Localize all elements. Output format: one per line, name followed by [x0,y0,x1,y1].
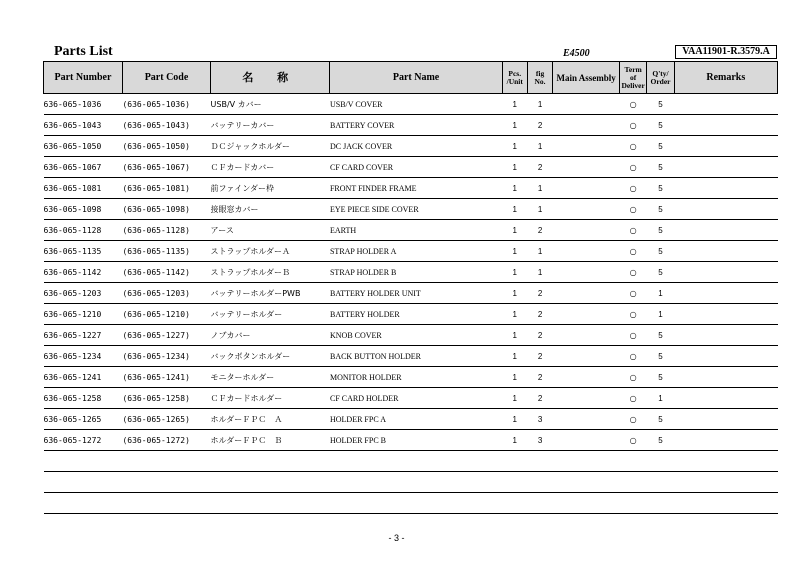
cell-name-jp [211,472,330,493]
cell-main-assembly [553,493,620,514]
cell-qty-order: 5 [647,262,674,283]
cell-remarks [674,304,777,325]
cell-term-of-deliver: ○ [620,325,647,346]
cell-part-number [44,472,123,493]
cell-pcs-unit: 1 [502,304,527,325]
cell-part-code: (636-065-1272) [122,430,210,451]
cell-part-name: DC JACK COVER [330,136,502,157]
cell-part-number: 636-065-1227 [44,325,123,346]
col-term-line3: Deliver [621,80,645,90]
table-row [44,199,778,220]
cell-remarks [674,241,777,262]
cell-term-of-deliver: ○ [620,304,647,325]
cell-pcs-unit: 1 [502,262,527,283]
cell-name-jp: ＣＦカードホルダー [211,388,330,409]
table-header [44,62,778,94]
cell-fig-no: 2 [527,325,552,346]
table-row [44,430,778,451]
cell-qty-order: 1 [647,304,674,325]
cell-qty-order: 5 [647,430,674,451]
cell-fig-no: 3 [527,430,552,451]
cell-main-assembly [553,304,620,325]
cell-part-number: 636-065-1234 [44,346,123,367]
cell-fig-no: 2 [527,346,552,367]
table-row-blank [44,493,778,514]
col-pcs-unit-line1: Pcs. [508,68,522,78]
cell-part-name: BATTERY COVER [330,115,502,136]
page-number: - 3 - [388,533,405,543]
cell-fig-no: 2 [527,388,552,409]
cell-pcs-unit: 1 [502,178,527,199]
cell-qty-order: 5 [647,346,674,367]
cell-main-assembly [553,472,620,493]
cell-part-code: (636-065-1081) [122,178,210,199]
cell-part-name: BATTERY HOLDER [330,304,502,325]
cell-part-number: 636-065-1135 [44,241,123,262]
cell-fig-no: 1 [527,178,552,199]
cell-pcs-unit: 1 [502,346,527,367]
cell-name-jp: ストラップホルダーＢ [211,262,330,283]
cell-main-assembly [553,346,620,367]
cell-term-of-deliver [620,451,647,472]
cell-term-of-deliver: ○ [620,178,647,199]
cell-main-assembly [553,136,620,157]
col-term-line1: Term [624,64,642,74]
cell-part-name: BATTERY HOLDER UNIT [330,283,502,304]
cell-name-jp: バックボタンホルダー [211,346,330,367]
cell-part-name: HOLDER FPC A [330,409,502,430]
cell-name-jp: 接眼窓カバー [211,199,330,220]
cell-term-of-deliver: ○ [620,346,647,367]
cell-name-jp: モニターホルダー [211,367,330,388]
cell-part-name: USB/V COVER [330,94,502,115]
cell-remarks [674,430,777,451]
cell-term-of-deliver: ○ [620,220,647,241]
cell-part-code: (636-065-1227) [122,325,210,346]
cell-name-jp: ホルダーＦＰＣ Ａ [211,409,330,430]
cell-pcs-unit: 1 [502,283,527,304]
cell-fig-no: 2 [527,283,552,304]
table-row [44,304,778,325]
cell-remarks [674,283,777,304]
cell-qty-order: 1 [647,283,674,304]
cell-part-name [330,493,502,514]
cell-fig-no [527,451,552,472]
cell-qty-order: 5 [647,94,674,115]
cell-remarks [674,262,777,283]
col-term-of-deliver [620,62,647,94]
col-fig-no [527,62,552,94]
cell-pcs-unit: 1 [502,136,527,157]
cell-qty-order [647,493,674,514]
cell-part-name: BACK BUTTON HOLDER [330,346,502,367]
cell-main-assembly [553,388,620,409]
cell-remarks [674,157,777,178]
cell-main-assembly [553,325,620,346]
cell-part-code: (636-065-1203) [122,283,210,304]
cell-part-number: 636-065-1036 [44,94,123,115]
cell-pcs-unit: 1 [502,199,527,220]
cell-part-code: (636-065-1210) [122,304,210,325]
cell-term-of-deliver: ○ [620,157,647,178]
cell-part-name: STRAP HOLDER A [330,241,502,262]
cell-fig-no [527,493,552,514]
cell-main-assembly [553,94,620,115]
table-row [44,367,778,388]
cell-fig-no: 1 [527,94,552,115]
cell-remarks [674,367,777,388]
cell-name-jp: バッテリーホルダー [211,304,330,325]
cell-part-number: 636-065-1241 [44,367,123,388]
cell-fig-no: 2 [527,367,552,388]
cell-remarks [674,178,777,199]
cell-part-code: (636-065-1036) [122,94,210,115]
cell-qty-order: 5 [647,367,674,388]
table-row [44,94,778,115]
cell-main-assembly [553,157,620,178]
table-row [44,178,778,199]
cell-remarks [674,136,777,157]
cell-term-of-deliver: ○ [620,241,647,262]
cell-main-assembly [553,430,620,451]
cell-part-name: KNOB COVER [330,325,502,346]
cell-part-code [122,472,210,493]
col-qty-line2: Order [650,76,671,86]
table-row-blank [44,451,778,472]
table-row-blank [44,472,778,493]
cell-term-of-deliver [620,472,647,493]
cell-main-assembly [553,241,620,262]
cell-name-jp: ストラップホルダーＡ [211,241,330,262]
cell-part-code [122,493,210,514]
col-pcs-unit-line2: /Unit [506,76,523,86]
cell-remarks [674,451,777,472]
col-main-assembly: Main Assembly [553,62,620,94]
cell-fig-no: 1 [527,241,552,262]
cell-name-jp: 前ファインダー枠 [211,178,330,199]
cell-name-jp: ホルダーＦＰＣ Ｂ [211,430,330,451]
table-row [44,262,778,283]
cell-part-number: 636-065-1203 [44,283,123,304]
cell-remarks [674,472,777,493]
cell-qty-order: 5 [647,136,674,157]
cell-fig-no: 2 [527,304,552,325]
cell-part-code: (636-065-1050) [122,136,210,157]
cell-name-jp [211,451,330,472]
cell-term-of-deliver [620,493,647,514]
cell-main-assembly [553,409,620,430]
cell-part-number: 636-065-1098 [44,199,123,220]
cell-part-code: (636-065-1043) [122,115,210,136]
cell-main-assembly [553,283,620,304]
cell-remarks [674,199,777,220]
cell-part-number: 636-065-1128 [44,220,123,241]
cell-part-number: 636-065-1142 [44,262,123,283]
cell-main-assembly [553,451,620,472]
cell-main-assembly [553,220,620,241]
cell-term-of-deliver: ○ [620,430,647,451]
parts-table [43,61,778,514]
cell-name-jp: ノブカバー [211,325,330,346]
cell-term-of-deliver: ○ [620,367,647,388]
cell-fig-no: 1 [527,262,552,283]
cell-part-code [122,451,210,472]
cell-part-code: (636-065-1142) [122,262,210,283]
cell-pcs-unit: 1 [502,220,527,241]
cell-part-name: CF CARD HOLDER [330,388,502,409]
table-row [44,388,778,409]
col-name-jp: 名 称 [211,62,330,94]
cell-name-jp: アース [211,220,330,241]
cell-part-code: (636-065-1234) [122,346,210,367]
table-row [44,409,778,430]
cell-part-code: (636-065-1128) [122,220,210,241]
cell-pcs-unit [502,451,527,472]
cell-part-number: 636-065-1050 [44,136,123,157]
cell-qty-order: 5 [647,241,674,262]
cell-part-name: HOLDER FPC B [330,430,502,451]
table-row [44,115,778,136]
cell-pcs-unit: 1 [502,430,527,451]
cell-term-of-deliver: ○ [620,262,647,283]
cell-qty-order: 1 [647,388,674,409]
col-qty-line1: Q'ty/ [652,68,669,78]
cell-remarks [674,325,777,346]
cell-main-assembly [553,115,620,136]
cell-pcs-unit: 1 [502,115,527,136]
cell-name-jp: バッテリーカバー [211,115,330,136]
cell-term-of-deliver: ○ [620,409,647,430]
cell-part-number: 636-065-1258 [44,388,123,409]
model-name: E4500 [563,48,590,59]
cell-part-name: CF CARD COVER [330,157,502,178]
cell-term-of-deliver: ○ [620,199,647,220]
table-row [44,157,778,178]
col-term-line2: of [630,72,637,82]
cell-part-name [330,472,502,493]
cell-pcs-unit: 1 [502,367,527,388]
col-part-number: Part Number [44,62,123,94]
cell-qty-order: 5 [647,325,674,346]
cell-remarks [674,220,777,241]
cell-remarks [674,409,777,430]
cell-pcs-unit: 1 [502,409,527,430]
cell-term-of-deliver: ○ [620,136,647,157]
cell-part-name [330,451,502,472]
cell-pcs-unit: 1 [502,388,527,409]
cell-part-code: (636-065-1258) [122,388,210,409]
col-pcs-unit [502,62,527,94]
cell-part-name: STRAP HOLDER B [330,262,502,283]
cell-term-of-deliver: ○ [620,388,647,409]
cell-term-of-deliver: ○ [620,115,647,136]
cell-name-jp: ＣＦカードカバー [211,157,330,178]
cell-fig-no: 2 [527,115,552,136]
cell-part-number [44,493,123,514]
cell-qty-order [647,472,674,493]
col-fig-no-line1: fig [535,68,545,78]
cell-qty-order: 5 [647,199,674,220]
cell-part-name: EARTH [330,220,502,241]
cell-pcs-unit [502,472,527,493]
cell-part-number [44,451,123,472]
cell-remarks [674,388,777,409]
cell-part-code: (636-065-1265) [122,409,210,430]
cell-fig-no: 3 [527,409,552,430]
cell-name-jp: バッテリーホルダーPWB [211,283,330,304]
cell-part-number: 636-065-1272 [44,430,123,451]
table-body [44,94,778,514]
cell-main-assembly [553,199,620,220]
cell-part-name: EYE PIECE SIDE COVER [330,199,502,220]
cell-remarks [674,94,777,115]
cell-qty-order: 5 [647,157,674,178]
page-title: Parts List [54,44,113,59]
col-qty-order [647,62,674,94]
cell-term-of-deliver: ○ [620,94,647,115]
table-row [44,346,778,367]
cell-fig-no: 1 [527,199,552,220]
table-row [44,136,778,157]
cell-fig-no: 1 [527,136,552,157]
cell-qty-order: 5 [647,409,674,430]
cell-pcs-unit: 1 [502,241,527,262]
cell-pcs-unit: 1 [502,157,527,178]
cell-part-code: (636-065-1067) [122,157,210,178]
cell-part-number: 636-065-1067 [44,157,123,178]
cell-fig-no [527,472,552,493]
cell-main-assembly [553,262,620,283]
cell-pcs-unit [502,493,527,514]
cell-name-jp: ＤＣジャックホルダー [211,136,330,157]
cell-term-of-deliver: ○ [620,283,647,304]
cell-remarks [674,493,777,514]
cell-remarks [674,346,777,367]
cell-part-number: 636-065-1210 [44,304,123,325]
cell-qty-order: 5 [647,220,674,241]
cell-part-number: 636-065-1043 [44,115,123,136]
cell-pcs-unit: 1 [502,94,527,115]
cell-part-code: (636-065-1098) [122,199,210,220]
col-fig-no-line2: No. [534,76,546,86]
col-part-code: Part Code [122,62,210,94]
col-part-name: Part Name [330,62,502,94]
cell-part-name: FRONT FINDER FRAME [330,178,502,199]
cell-qty-order [647,451,674,472]
cell-pcs-unit: 1 [502,325,527,346]
cell-main-assembly [553,178,620,199]
cell-part-number: 636-065-1081 [44,178,123,199]
table-row [44,220,778,241]
table-row [44,325,778,346]
col-remarks: Remarks [674,62,777,94]
cell-remarks [674,115,777,136]
cell-fig-no: 2 [527,220,552,241]
cell-qty-order: 5 [647,115,674,136]
cell-qty-order: 5 [647,178,674,199]
cell-name-jp [211,493,330,514]
cell-fig-no: 2 [527,157,552,178]
cell-name-jp: USB/V カバー [211,94,330,115]
cell-part-code: (636-065-1135) [122,241,210,262]
cell-main-assembly [553,367,620,388]
cell-part-number: 636-065-1265 [44,409,123,430]
cell-part-name: MONITOR HOLDER [330,367,502,388]
cell-part-code: (636-065-1241) [122,367,210,388]
table-row [44,283,778,304]
document-number: VAA11901-R.3579.A [675,45,777,59]
table-row [44,241,778,262]
